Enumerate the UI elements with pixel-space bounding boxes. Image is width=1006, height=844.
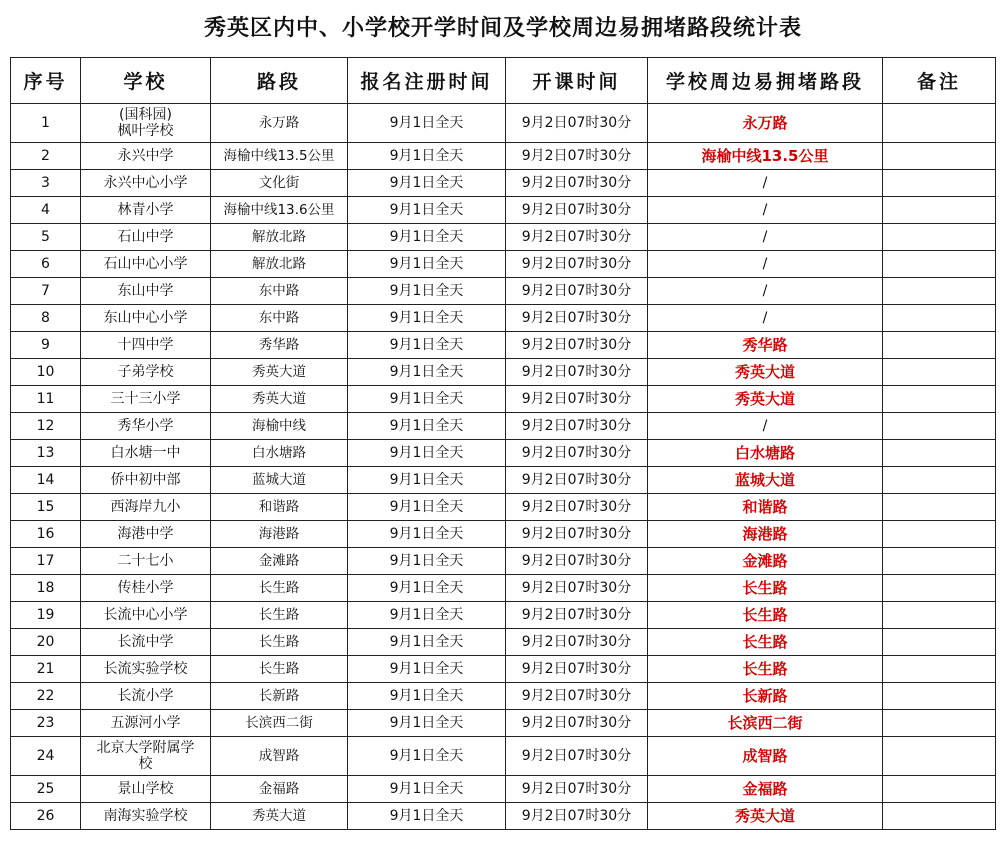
- cell-note: [883, 656, 996, 683]
- cell-road: 文化街: [211, 170, 348, 197]
- header-row: [11, 58, 996, 104]
- cell-school: 北京大学附属学 校: [81, 737, 211, 776]
- cell-registration-time: 9月1日全天: [348, 305, 506, 332]
- cell-congested-road: 蓝城大道: [648, 467, 883, 494]
- cell-note: [883, 683, 996, 710]
- cell-congested-road: 秀英大道: [648, 803, 883, 830]
- cell-note: [883, 143, 996, 170]
- cell-note: [883, 467, 996, 494]
- cell-note: [883, 548, 996, 575]
- cell-note: [883, 386, 996, 413]
- cell-registration-time: 9月1日全天: [348, 332, 506, 359]
- cell-road: 秀华路: [211, 332, 348, 359]
- cell-class-start-time: 9月2日07时30分: [506, 737, 648, 776]
- cell-no: 18: [11, 575, 81, 602]
- table-row: [11, 737, 996, 776]
- cell-note: [883, 494, 996, 521]
- cell-note: [883, 305, 996, 332]
- table-body: [11, 104, 996, 830]
- cell-school: 海港中学: [81, 521, 211, 548]
- cell-school: 三十三小学: [81, 386, 211, 413]
- table-row: [11, 629, 996, 656]
- cell-class-start-time: 9月2日07时30分: [506, 467, 648, 494]
- header-no: 序号: [11, 58, 81, 104]
- cell-registration-time: 9月1日全天: [348, 170, 506, 197]
- cell-congested-road: 金福路: [648, 776, 883, 803]
- cell-class-start-time: 9月2日07时30分: [506, 710, 648, 737]
- cell-congested-road: /: [648, 224, 883, 251]
- cell-no: 24: [11, 737, 81, 776]
- cell-road: 海港路: [211, 521, 348, 548]
- cell-congested-road: 长生路: [648, 575, 883, 602]
- cell-note: [883, 359, 996, 386]
- schools-table: [10, 57, 996, 830]
- cell-school: 西海岸九小: [81, 494, 211, 521]
- table-row: [11, 197, 996, 224]
- cell-school: 长流中心小学: [81, 602, 211, 629]
- cell-class-start-time: 9月2日07时30分: [506, 224, 648, 251]
- cell-note: [883, 575, 996, 602]
- header-congested-road: 学校周边易拥堵路段: [648, 58, 883, 104]
- cell-road: 金滩路: [211, 548, 348, 575]
- cell-road: 和谐路: [211, 494, 348, 521]
- cell-class-start-time: 9月2日07时30分: [506, 602, 648, 629]
- table-row: [11, 104, 996, 143]
- cell-class-start-time: 9月2日07时30分: [506, 521, 648, 548]
- cell-road: 解放北路: [211, 224, 348, 251]
- cell-note: [883, 332, 996, 359]
- cell-no: 19: [11, 602, 81, 629]
- cell-registration-time: 9月1日全天: [348, 278, 506, 305]
- cell-road: 长生路: [211, 575, 348, 602]
- cell-registration-time: 9月1日全天: [348, 251, 506, 278]
- cell-class-start-time: 9月2日07时30分: [506, 170, 648, 197]
- cell-school: 子弟学校: [81, 359, 211, 386]
- cell-school: 景山学校: [81, 776, 211, 803]
- header-school: 学校: [81, 58, 211, 104]
- cell-registration-time: 9月1日全天: [348, 575, 506, 602]
- cell-note: [883, 629, 996, 656]
- cell-congested-road: /: [648, 251, 883, 278]
- cell-road: 长生路: [211, 629, 348, 656]
- table-row: [11, 251, 996, 278]
- cell-road: 秀英大道: [211, 803, 348, 830]
- cell-class-start-time: 9月2日07时30分: [506, 575, 648, 602]
- cell-road: 蓝城大道: [211, 467, 348, 494]
- table-row: [11, 467, 996, 494]
- cell-congested-road: 长生路: [648, 602, 883, 629]
- cell-note: [883, 278, 996, 305]
- cell-registration-time: 9月1日全天: [348, 737, 506, 776]
- table-row: [11, 359, 996, 386]
- cell-no: 26: [11, 803, 81, 830]
- cell-registration-time: 9月1日全天: [348, 776, 506, 803]
- cell-note: [883, 251, 996, 278]
- cell-note: [883, 602, 996, 629]
- table-row: [11, 602, 996, 629]
- cell-note: [883, 170, 996, 197]
- cell-registration-time: 9月1日全天: [348, 683, 506, 710]
- cell-registration-time: 9月1日全天: [348, 629, 506, 656]
- cell-class-start-time: 9月2日07时30分: [506, 629, 648, 656]
- table-row: [11, 386, 996, 413]
- cell-note: [883, 776, 996, 803]
- table-row: [11, 278, 996, 305]
- cell-road: 秀英大道: [211, 386, 348, 413]
- cell-class-start-time: 9月2日07时30分: [506, 494, 648, 521]
- cell-congested-road: 金滩路: [648, 548, 883, 575]
- cell-note: [883, 224, 996, 251]
- cell-school: 传桂小学: [81, 575, 211, 602]
- cell-congested-road: /: [648, 413, 883, 440]
- table-row: [11, 170, 996, 197]
- header-road: 路段: [211, 58, 348, 104]
- header-note: 备注: [883, 58, 996, 104]
- cell-congested-road: 秀英大道: [648, 359, 883, 386]
- cell-school: 长流中学: [81, 629, 211, 656]
- cell-class-start-time: 9月2日07时30分: [506, 143, 648, 170]
- cell-registration-time: 9月1日全天: [348, 359, 506, 386]
- cell-no: 23: [11, 710, 81, 737]
- cell-registration-time: 9月1日全天: [348, 413, 506, 440]
- cell-class-start-time: 9月2日07时30分: [506, 197, 648, 224]
- cell-congested-road: /: [648, 305, 883, 332]
- cell-class-start-time: 9月2日07时30分: [506, 776, 648, 803]
- cell-class-start-time: 9月2日07时30分: [506, 332, 648, 359]
- cell-note: [883, 104, 996, 143]
- table-row: [11, 803, 996, 830]
- table-row: [11, 521, 996, 548]
- cell-road: 长生路: [211, 602, 348, 629]
- table-row: [11, 548, 996, 575]
- cell-school: 长流小学: [81, 683, 211, 710]
- cell-registration-time: 9月1日全天: [348, 602, 506, 629]
- cell-congested-road: 海榆中线13.5公里: [648, 143, 883, 170]
- cell-no: 11: [11, 386, 81, 413]
- cell-congested-road: 长滨西二街: [648, 710, 883, 737]
- cell-class-start-time: 9月2日07时30分: [506, 656, 648, 683]
- cell-congested-road: 永万路: [648, 104, 883, 143]
- cell-road: 东中路: [211, 305, 348, 332]
- cell-no: 9: [11, 332, 81, 359]
- cell-no: 6: [11, 251, 81, 278]
- cell-class-start-time: 9月2日07时30分: [506, 803, 648, 830]
- header-class-start-time: 开课时间: [506, 58, 648, 104]
- page-title: 秀英区内中、小学校开学时间及学校周边易拥堵路段统计表: [203, 15, 802, 41]
- cell-no: 7: [11, 278, 81, 305]
- cell-road: 秀英大道: [211, 359, 348, 386]
- cell-school: 侨中初中部: [81, 467, 211, 494]
- cell-congested-road: 长新路: [648, 683, 883, 710]
- cell-no: 13: [11, 440, 81, 467]
- cell-note: [883, 521, 996, 548]
- cell-registration-time: 9月1日全天: [348, 386, 506, 413]
- cell-class-start-time: 9月2日07时30分: [506, 251, 648, 278]
- cell-class-start-time: 9月2日07时30分: [506, 548, 648, 575]
- cell-road: 长新路: [211, 683, 348, 710]
- cell-registration-time: 9月1日全天: [348, 440, 506, 467]
- cell-school: 石山中心小学: [81, 251, 211, 278]
- cell-road: 海榆中线13.6公里: [211, 197, 348, 224]
- cell-road: 白水塘路: [211, 440, 348, 467]
- cell-no: 2: [11, 143, 81, 170]
- table-row: [11, 143, 996, 170]
- cell-registration-time: 9月1日全天: [348, 224, 506, 251]
- cell-school: 永兴中学: [81, 143, 211, 170]
- cell-congested-road: 秀英大道: [648, 386, 883, 413]
- cell-road: 东中路: [211, 278, 348, 305]
- cell-road: 海榆中线13.5公里: [211, 143, 348, 170]
- cell-note: [883, 440, 996, 467]
- cell-no: 15: [11, 494, 81, 521]
- cell-road: 成智路: [211, 737, 348, 776]
- cell-class-start-time: 9月2日07时30分: [506, 278, 648, 305]
- cell-congested-road: 秀华路: [648, 332, 883, 359]
- cell-class-start-time: 9月2日07时30分: [506, 104, 648, 143]
- cell-road: 长滨西二街: [211, 710, 348, 737]
- cell-class-start-time: 9月2日07时30分: [506, 440, 648, 467]
- table-row: [11, 575, 996, 602]
- table-row: [11, 683, 996, 710]
- cell-registration-time: 9月1日全天: [348, 197, 506, 224]
- cell-road: 长生路: [211, 656, 348, 683]
- cell-school: 林青小学: [81, 197, 211, 224]
- cell-registration-time: 9月1日全天: [348, 521, 506, 548]
- cell-class-start-time: 9月2日07时30分: [506, 413, 648, 440]
- cell-congested-road: /: [648, 170, 883, 197]
- cell-registration-time: 9月1日全天: [348, 143, 506, 170]
- cell-no: 14: [11, 467, 81, 494]
- cell-school: 十四中学: [81, 332, 211, 359]
- cell-no: 5: [11, 224, 81, 251]
- cell-registration-time: 9月1日全天: [348, 803, 506, 830]
- cell-congested-road: 长生路: [648, 656, 883, 683]
- cell-school: 秀华小学: [81, 413, 211, 440]
- cell-road: 海榆中线: [211, 413, 348, 440]
- cell-no: 1: [11, 104, 81, 143]
- table-row: [11, 656, 996, 683]
- cell-note: [883, 803, 996, 830]
- table-row: [11, 710, 996, 737]
- cell-congested-road: 白水塘路: [648, 440, 883, 467]
- cell-school: 东山中心小学: [81, 305, 211, 332]
- table-row: [11, 494, 996, 521]
- cell-no: 21: [11, 656, 81, 683]
- cell-registration-time: 9月1日全天: [348, 494, 506, 521]
- table-row: [11, 776, 996, 803]
- cell-class-start-time: 9月2日07时30分: [506, 359, 648, 386]
- cell-class-start-time: 9月2日07时30分: [506, 386, 648, 413]
- cell-note: [883, 710, 996, 737]
- cell-note: [883, 197, 996, 224]
- cell-school: 二十七小: [81, 548, 211, 575]
- cell-no: 3: [11, 170, 81, 197]
- cell-note: [883, 413, 996, 440]
- cell-congested-road: /: [648, 197, 883, 224]
- cell-class-start-time: 9月2日07时30分: [506, 683, 648, 710]
- cell-road: 解放北路: [211, 251, 348, 278]
- table-row: [11, 413, 996, 440]
- cell-school: 永兴中心小学: [81, 170, 211, 197]
- cell-school: 白水塘一中: [81, 440, 211, 467]
- cell-registration-time: 9月1日全天: [348, 467, 506, 494]
- cell-registration-time: 9月1日全天: [348, 104, 506, 143]
- cell-class-start-time: 9月2日07时30分: [506, 305, 648, 332]
- cell-school: 五源河小学: [81, 710, 211, 737]
- cell-congested-road: 和谐路: [648, 494, 883, 521]
- cell-no: 4: [11, 197, 81, 224]
- cell-no: 22: [11, 683, 81, 710]
- cell-school: 石山中学: [81, 224, 211, 251]
- cell-congested-road: /: [648, 278, 883, 305]
- cell-school: 南海实验学校: [81, 803, 211, 830]
- cell-no: 10: [11, 359, 81, 386]
- cell-road: 金福路: [211, 776, 348, 803]
- cell-note: [883, 737, 996, 776]
- table-row: [11, 224, 996, 251]
- cell-no: 12: [11, 413, 81, 440]
- cell-no: 17: [11, 548, 81, 575]
- table-row: [11, 332, 996, 359]
- cell-registration-time: 9月1日全天: [348, 710, 506, 737]
- cell-no: 16: [11, 521, 81, 548]
- cell-registration-time: 9月1日全天: [348, 548, 506, 575]
- cell-school: 长流实验学校: [81, 656, 211, 683]
- cell-congested-road: 成智路: [648, 737, 883, 776]
- cell-congested-road: 海港路: [648, 521, 883, 548]
- cell-no: 25: [11, 776, 81, 803]
- cell-registration-time: 9月1日全天: [348, 656, 506, 683]
- cell-road: 永万路: [211, 104, 348, 143]
- header-registration-time: 报名注册时间: [348, 58, 506, 104]
- cell-no: 20: [11, 629, 81, 656]
- cell-congested-road: 长生路: [648, 629, 883, 656]
- table-row: [11, 305, 996, 332]
- table-row: [11, 440, 996, 467]
- cell-school: (国科园) 枫叶学校: [81, 104, 211, 143]
- cell-school: 东山中学: [81, 278, 211, 305]
- cell-no: 8: [11, 305, 81, 332]
